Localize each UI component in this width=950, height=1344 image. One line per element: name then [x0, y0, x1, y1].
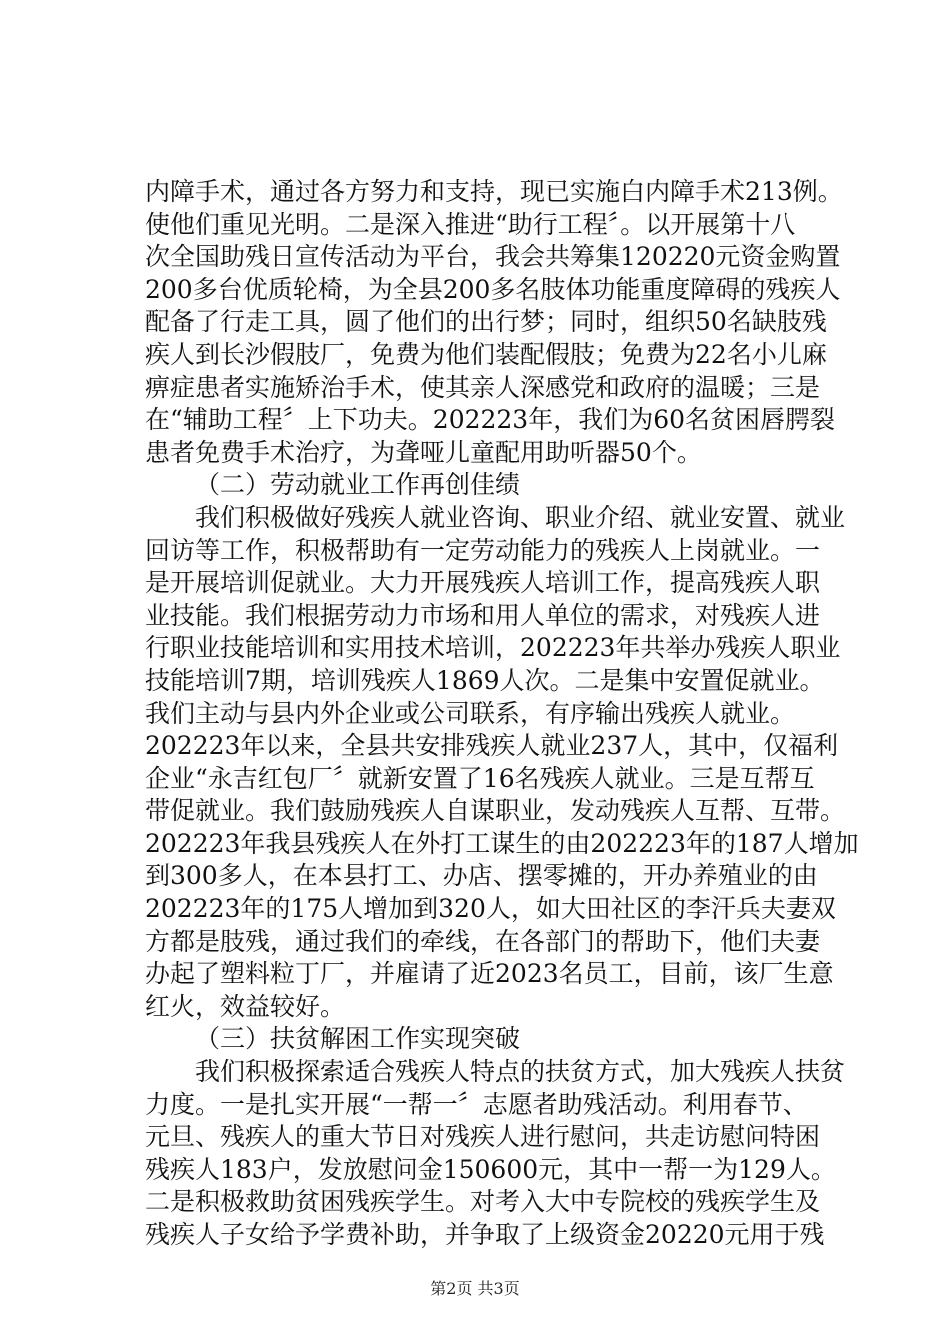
body-line: 疾人到长沙假肢厂，免费为他们装配假肢；免费为22名小儿麻 — [145, 339, 827, 369]
body-line: 我们积极做好残疾人就业咨询、职业介绍、就业安置、就业 — [195, 502, 846, 532]
body-line: 技能培训7期，培训残疾人1869人次。二是集中安置促就业。 — [145, 665, 825, 695]
body-line: 202223年以来，全县共安排残疾人就业237人，其中，仅福利 — [145, 731, 839, 761]
body-line: 二是积极救助贫困残疾学生。对考入大中专院校的残疾学生及 — [145, 1187, 821, 1217]
body-line: 202223年我县残疾人在外打工谋生的由202223年的187人增加 — [145, 828, 859, 858]
body-line: 202223年的175人增加到320人，如大田社区的李汗兵夫妻双 — [145, 894, 836, 924]
body-line: 在“辅助工程〞上下功夫。202223年，我们为60名贫困唇腭裂 — [145, 405, 836, 435]
body-line: 业技能。我们根据劳动力市场和用人单位的需求，对残疾人进 — [145, 600, 821, 630]
body-line: 配备了行走工具，圆了他们的出行梦；同时，组织50名缺肢残 — [145, 307, 827, 337]
body-line: 次全国助残日宣传活动为平台，我会共筹集120220元资金购置 — [145, 242, 841, 272]
body-line: 患者免费手术治疗，为聋哑儿童配用助听器50个。 — [145, 437, 702, 467]
body-line: 回访等工作，积极帮助有一定劳动能力的残疾人上岗就业。一 — [145, 535, 821, 565]
section-heading-poverty: （三）扶贫解困工作实现突破 — [195, 1024, 521, 1054]
body-line: 残疾人183户，发放慰问金150600元，其中一帮一为129人。 — [145, 1154, 836, 1184]
section-heading-employment: （二）劳动就业工作再创佳绩 — [195, 470, 521, 500]
document-body — [145, 176, 859, 1252]
body-line: 我们主动与县内外企业或公司联系，有序输出残疾人就业。 — [145, 698, 796, 728]
body-line: 到300多人，在本县打工、办店、摆零摊的，开办养殖业的由 — [145, 861, 818, 891]
body-line: 内障手术，通过各方努力和支持，现已实施白内障手术213例。 — [145, 177, 843, 206]
body-line: 带促就业。我们鼓励残疾人自谋职业，发动残疾人互帮、互带。 — [145, 796, 846, 826]
body-line: 我们积极探索适合残疾人特点的扶贫方式，加大残疾人扶贫 — [195, 1057, 846, 1087]
body-line: 200多台优质轮椅，为全县200多名肢体功能重度障碍的残疾人 — [145, 274, 841, 304]
body-line: 行职业技能培训和实用技术培训，202223年共举办残疾人职业 — [145, 633, 841, 663]
body-line: 红火，效益较好。 — [145, 991, 346, 1021]
body-line: 痹症患者实施矫治手术，使其亲人深感党和政府的温暖；三是 — [145, 372, 821, 402]
body-line: 办起了塑料粒丁厂，并雇请了近2023名员工，目前，该厂生意 — [145, 959, 834, 989]
body-line: 残疾人子女给予学费补助，并争取了上级资金20220元用于残 — [145, 1220, 825, 1249]
body-line: 力度。一是扎实开展“一帮一〞志愿者助残活动。利用春节、 — [145, 1089, 808, 1119]
page-number-footer: 第2页 共3页 — [430, 1279, 520, 1298]
body-line: 是开展培训促就业。大力开展残疾人培训工作，提高残疾人职 — [145, 568, 821, 598]
body-line: 方都是肢残，通过我们的牵线，在各部门的帮助下，他们夫妻 — [145, 926, 821, 956]
body-line: 使他们重见光明。二是深入推进“助行工程〞。以开展第十八 — [145, 209, 796, 239]
body-line: 元旦、残疾人的重大节日对残疾人进行慰问，共走访慰问特困 — [145, 1122, 821, 1152]
body-line: 企业“永吉红包厂〞就新安置了16名残疾人就业。三是互帮互 — [145, 763, 815, 793]
